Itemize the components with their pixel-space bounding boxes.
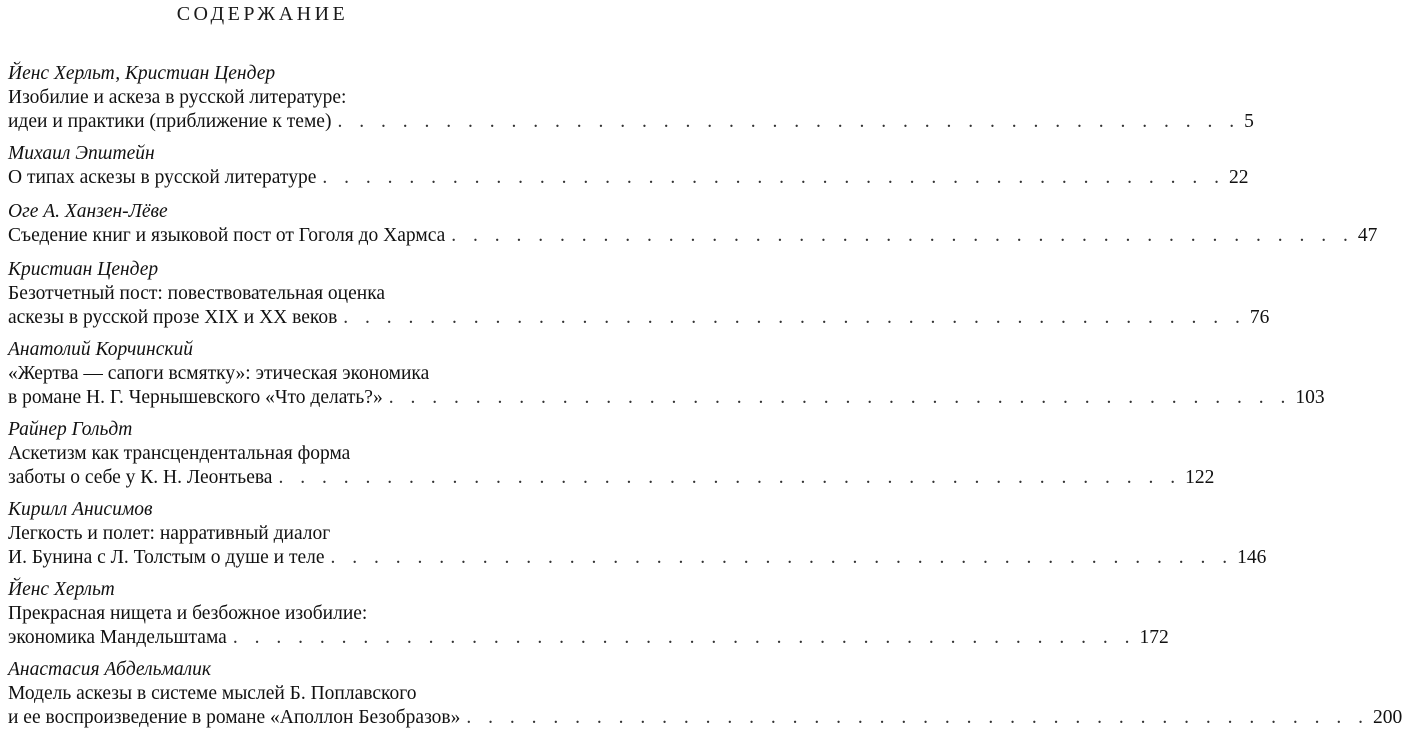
entry-title-line: Легкость и полет: нарративный диалог [8, 523, 331, 544]
entry-title-last-line [8, 546, 1267, 570]
entry-author: Кирилл Анисимов [8, 499, 153, 520]
entry-title-text: Съедение книг и языковой пост от Гоголя до Хармса [8, 225, 446, 246]
dot-leader: . . . . . . . . . . . . . . . . . . . . . . . . . . . . . . . . . . . . . . . . . . [343, 307, 1246, 328]
entry-author: Йенс Херльт, Кристиан Цендер [8, 63, 276, 84]
entry-author: Йенс Херльт [8, 579, 115, 600]
entry-page-number[interactable]: 76 [1249, 307, 1270, 328]
dot-leader: . . . . . . . . . . . . . . . . . . . . . . . . . . . . . . . . . . . . . . . . . . [232, 627, 1136, 648]
toc-entry [8, 498, 1267, 570]
entry-page-number[interactable]: 200 [1373, 707, 1402, 728]
toc-entry [8, 338, 1325, 410]
entry-title-last-line [8, 626, 1169, 650]
entry-title-text: И. Бунина с Л. Толстым о душе и теле [8, 547, 325, 568]
entry-author: Кристиан Цендер [8, 259, 159, 280]
entry-title-last-line [8, 466, 1215, 490]
entry-title-line: «Жертва — сапоги всмятку»: этическая экономика [8, 363, 430, 384]
entry-author: Оге А. Ханзен-Лёве [8, 201, 168, 222]
dot-leader: . . . . . . . . . . . . . . . . . . . . . . . . . . . . . . . . . . . . . . . . . . [388, 387, 1292, 408]
entry-title-text: аскезы в русской прозе XIX и XX веков [8, 307, 338, 328]
dot-leader: . . . . . . . . . . . . . . . . . . . . . . . . . . . . . . . . . . . . . . . . . . [330, 547, 1234, 568]
entry-title-line: Модель аскезы в системе мыслей Б. Поплавского [8, 683, 417, 704]
entry-title-text: идеи и практики (приближение к теме) [8, 111, 332, 132]
entry-title-line: Безотчетный пост: повествовательная оценка [8, 283, 386, 304]
entry-title-line: Изобилие и аскеза в русской литературе: [8, 87, 347, 108]
entry-title-text: О типах аскезы в русской литературе [8, 167, 317, 188]
dot-leader: . . . . . . . . . . . . . . . . . . . . . . . . . . . . . . . . . . . . . . . . . . [278, 467, 1182, 488]
toc-entry [8, 418, 1215, 490]
dot-leader: . . . . . . . . . . . . . . . . . . . . . . . . . . . . . . . . . . . . . . . . . . [337, 111, 1241, 132]
entry-title-text: и ее воспроизведение в романе «Аполлон Безобразов» [8, 707, 461, 728]
entry-title-line: Прекрасная нищета и безбожное изобилие: [8, 603, 368, 624]
entry-title-line: Аскетизм как трансцендентальная форма [8, 443, 351, 464]
entry-title-text: заботы о себе у К. Н. Леонтьева [8, 467, 273, 488]
entry-page-number[interactable]: 47 [1357, 225, 1378, 246]
toc-entry [8, 62, 1254, 134]
contents-heading: СОДЕРЖАНИЕ [176, 3, 349, 25]
toc-entry [8, 658, 1402, 730]
toc-entry [8, 578, 1169, 650]
dot-leader: . . . . . . . . . . . . . . . . . . . . . . . . . . . . . . . . . . . . . . . . . . [451, 225, 1354, 246]
entry-title-last-line [8, 706, 1402, 730]
entry-title-last-line [8, 386, 1325, 410]
entry-author: Анатолий Корчинский [8, 339, 194, 360]
toc-entry [8, 258, 1270, 330]
entry-page-number[interactable]: 172 [1139, 627, 1169, 648]
entry-page-number[interactable]: 5 [1244, 111, 1254, 132]
entry-author: Анастасия Абдельмалик [8, 659, 212, 680]
toc-entry [8, 200, 1378, 248]
entry-page-number[interactable]: 122 [1185, 467, 1215, 488]
dot-leader: . . . . . . . . . . . . . . . . . . . . . . . . . . . . . . . . . . . . . . . . . . [466, 707, 1370, 728]
entry-page-number[interactable]: 22 [1228, 167, 1249, 188]
toc-entry [8, 142, 1249, 190]
entry-title-text: экономика Мандельштама [8, 627, 227, 648]
entry-title-last-line [8, 306, 1270, 330]
entry-page-number[interactable]: 146 [1237, 547, 1267, 568]
dot-leader: . . . . . . . . . . . . . . . . . . . . . . . . . . . . . . . . . . . . . . . . . . [322, 167, 1225, 188]
entry-author: Райнер Гольдт [8, 419, 133, 440]
entry-page-number[interactable]: 103 [1295, 387, 1325, 408]
entry-title-last-line [8, 166, 1249, 190]
entry-title-last-line [8, 110, 1254, 134]
entry-author: Михаил Эпштейн [8, 143, 155, 164]
entry-title-last-line [8, 224, 1378, 248]
entry-title-text: в романе Н. Г. Чернышевского «Что делать?» [8, 387, 383, 408]
